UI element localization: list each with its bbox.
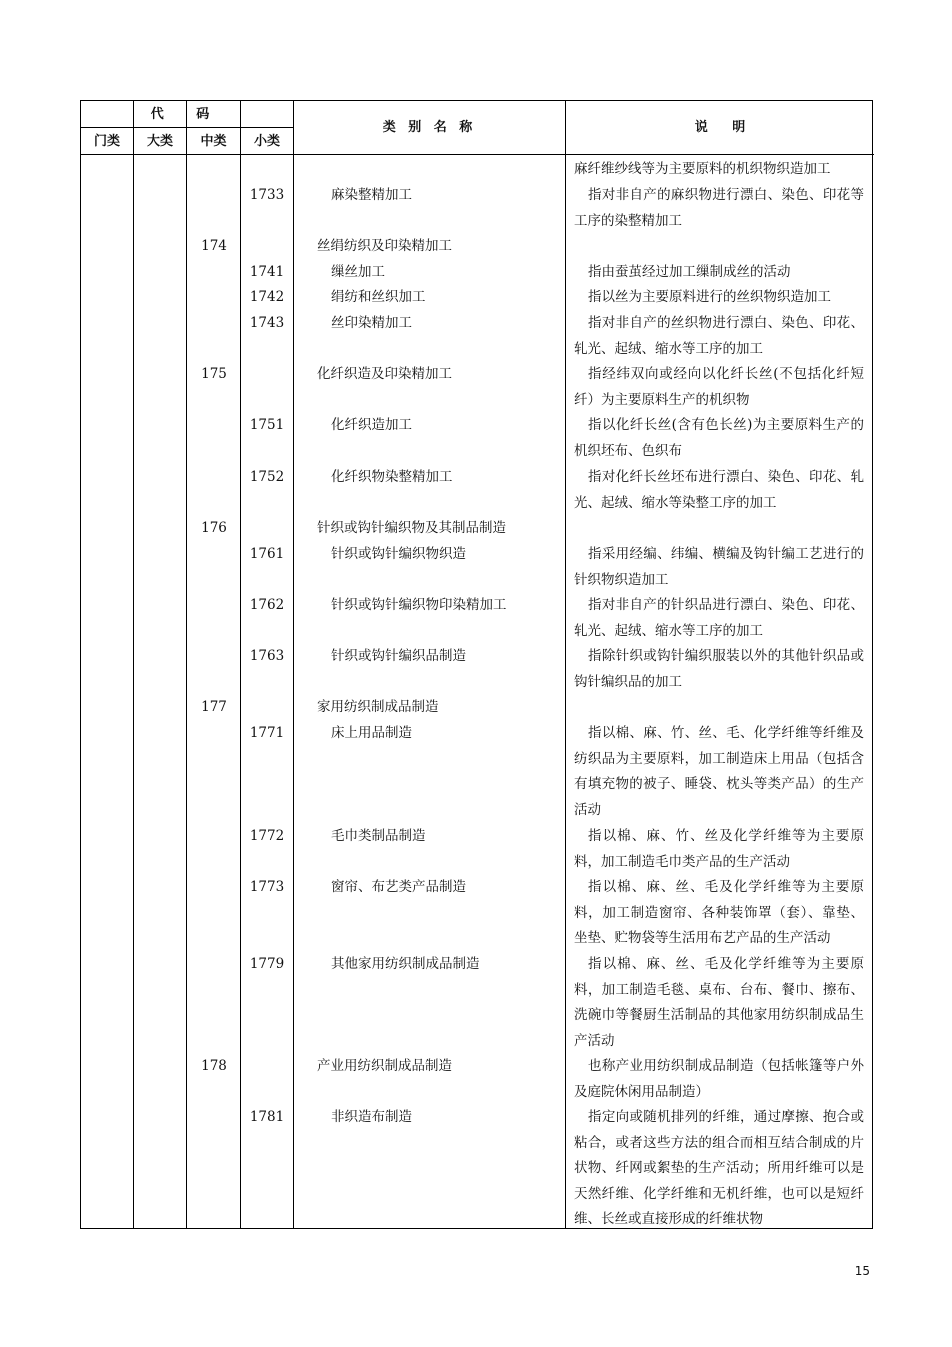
category-name: 针织或钩针编织品制造 — [331, 648, 466, 664]
category-description: 指以化纤长丝(含有色长丝)为主要原料生产的机织坯布、色织布 — [574, 417, 864, 459]
mid-category-code: 176 — [201, 520, 227, 536]
category-description: 指除针织或钩针编织服装以外的其他针织品或钩针编织品的加工 — [574, 648, 864, 690]
category-description: 指对化纤长丝坯布进行漂白、染色、印花、轧光、起绒、缩水等染整工序的加工 — [574, 469, 864, 511]
small-category-code: 1771 — [249, 725, 285, 741]
category-description: 指采用经编、纬编、横编及钩针编工艺进行的针织物织造加工 — [574, 546, 864, 588]
header-small-category: 小类 — [253, 134, 280, 149]
category-name: 丝绢纺织及印染精加工 — [317, 238, 452, 254]
small-category-code: 1781 — [249, 1109, 285, 1125]
header-bottom-line — [81, 154, 874, 155]
header-description: 说 明 — [694, 120, 746, 135]
small-category-code: 1763 — [249, 648, 285, 664]
category-name: 丝印染精加工 — [331, 315, 412, 331]
category-name: 针织或钩针编织物印染精加工 — [331, 597, 507, 613]
category-description: 指以棉、麻、丝、毛及化学纤维等为主要原料，加工制造毛毯、桌布、台布、餐巾、擦布、洗碗巾等餐厨生活制品的其他家用纺织制成品生产活动 — [574, 956, 864, 1049]
category-description: 指以棉、麻、竹、丝及化学纤维等为主要原料，加工制造毛巾类产品的生产活动 — [574, 828, 864, 870]
page-number: 15 — [854, 1264, 870, 1278]
header-category-name: 类 别 名 称 — [382, 120, 477, 135]
category-description: 指对非自产的丝织物进行漂白、染色、印花、轧光、起绒、缩水等工序的加工 — [574, 315, 864, 357]
small-category-code: 1741 — [249, 264, 285, 280]
small-category-code: 1752 — [249, 469, 285, 485]
category-description: 麻纤维纱线等为主要原料的机织物织造加工 — [574, 161, 831, 177]
category-name: 毛巾类制品制造 — [331, 828, 426, 844]
mid-category-code: 174 — [201, 238, 227, 254]
category-name: 绢纺和丝织加工 — [331, 289, 426, 305]
category-description: 指以棉、麻、丝、毛及化学纤维等为主要原料，加工制造窗帘、各种装饰罩（套）、靠垫、坐垫、贮物袋等生活用布艺产品的生产活动 — [574, 879, 864, 947]
classification-table — [80, 100, 873, 1229]
category-description: 指定向或随机排列的纤维，通过摩擦、抱合或粘合，或者这些方法的组合而相互结合制成的片状物、纤网或絮垫的生产活动；所用纤维可以是天然纤维、化学纤维和无机纤维，也可以是短纤维、长丝或直接形成的纤维状物 — [574, 1109, 864, 1228]
category-name: 其他家用纺织制成品制造 — [331, 956, 480, 972]
header-subdivider — [81, 127, 293, 128]
small-category-code: 1742 — [249, 289, 285, 305]
small-category-code: 1751 — [249, 417, 285, 433]
header-door-category: 门类 — [93, 134, 120, 149]
category-name: 缫丝加工 — [331, 264, 385, 280]
col-divider — [293, 101, 294, 1228]
category-description: 指以棉、麻、竹、丝、毛、化学纤维等纤维及纺织品为主要原料，加工制造床上用品（包括含有填充物的被子、睡袋、枕头等类产品）的生产活动 — [574, 725, 864, 818]
category-name: 针织或钩针编织物织造 — [331, 546, 466, 562]
category-description: 指对非自产的针织品进行漂白、染色、印花、轧光、起绒、缩水等工序的加工 — [574, 597, 864, 639]
category-description: 指对非自产的麻织物进行漂白、染色、印花等工序的染整精加工 — [574, 187, 864, 229]
small-category-code: 1779 — [249, 956, 285, 972]
category-description: 也称产业用纺织制成品制造（包括帐篷等户外及庭院休闲用品制造） — [574, 1058, 864, 1100]
col-divider — [133, 101, 134, 1228]
category-name: 化纤织造及印染精加工 — [317, 366, 452, 382]
category-name: 窗帘、布艺类产品制造 — [331, 879, 466, 895]
small-category-code: 1761 — [249, 546, 285, 562]
col-divider — [186, 101, 187, 1228]
small-category-code: 1762 — [249, 597, 285, 613]
category-name: 非织造布制造 — [331, 1109, 412, 1125]
mid-category-code: 178 — [201, 1058, 227, 1074]
small-category-code: 1733 — [249, 187, 285, 203]
header-code-group: 代 码 — [150, 107, 224, 122]
category-name: 床上用品制造 — [331, 725, 412, 741]
category-description: 指以丝为主要原料进行的丝织物织造加工 — [588, 289, 831, 305]
small-category-code: 1772 — [249, 828, 285, 844]
category-name: 产业用纺织制成品制造 — [317, 1058, 452, 1074]
header-major-category: 大类 — [146, 134, 173, 149]
category-name: 化纤织造加工 — [331, 417, 412, 433]
small-category-code: 1743 — [249, 315, 285, 331]
small-category-code: 1773 — [249, 879, 285, 895]
category-name: 化纤织物染整精加工 — [331, 469, 453, 485]
mid-category-code: 175 — [201, 366, 227, 382]
category-description: 指经纬双向或经向以化纤长丝(不包括化纤短纤）为主要原料生产的机织物 — [574, 366, 864, 408]
header-mid-category: 中类 — [200, 134, 227, 149]
category-name: 家用纺织制成品制造 — [317, 699, 439, 715]
category-description: 指由蚕茧经过加工缫制成丝的活动 — [588, 264, 791, 280]
category-name: 麻染整精加工 — [331, 187, 412, 203]
category-name: 针织或钩针编织物及其制品制造 — [317, 520, 506, 536]
mid-category-code: 177 — [201, 699, 227, 715]
